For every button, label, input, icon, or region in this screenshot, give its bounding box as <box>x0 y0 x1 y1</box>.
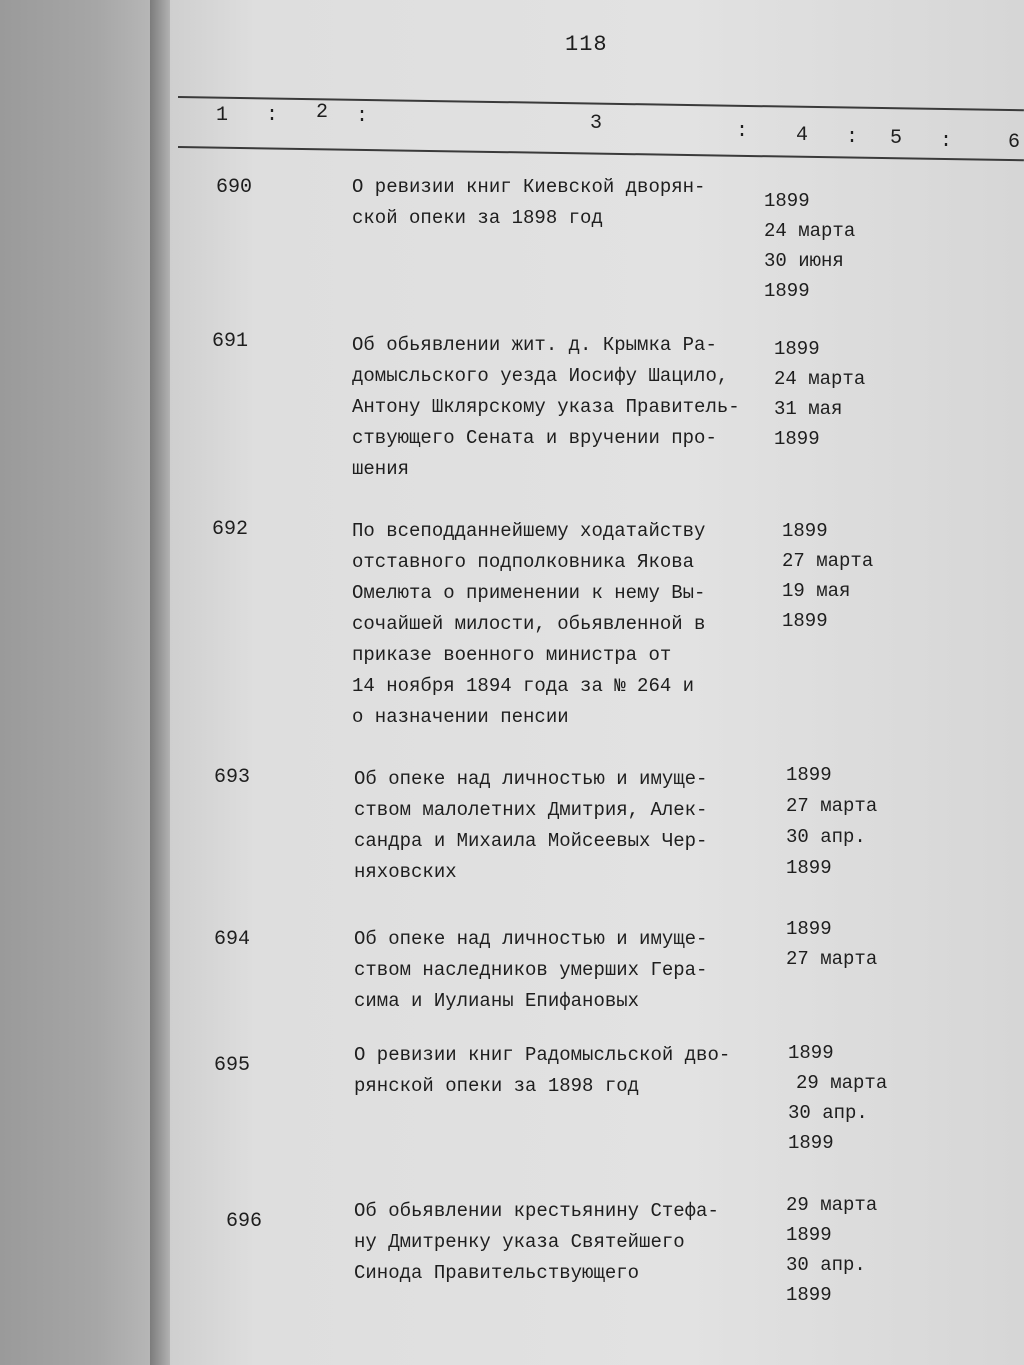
description-line: домысльского уезда Иосифу Шацило, <box>352 365 729 387</box>
page-number: 118 <box>565 32 608 57</box>
description-line: 14 ноября 1894 года за № 264 и <box>352 675 695 697</box>
date-line: 1899 <box>788 1042 834 1064</box>
date-line: 1899 <box>786 918 832 940</box>
column-header-6: 6 <box>1008 131 1021 154</box>
description-line: сочайшей милости, обьявленной в <box>352 613 706 635</box>
date-line: 1899 <box>786 857 832 879</box>
description-line: о назначении пенсии <box>352 706 569 728</box>
description-line: приказе военного министра от <box>352 644 672 666</box>
date-line: 1899 <box>782 610 828 632</box>
entry-number: 692 <box>212 518 249 541</box>
entry-description <box>352 172 772 234</box>
entry-description <box>354 1196 774 1289</box>
date-line: 27 марта <box>786 795 878 817</box>
entry-dates <box>786 760 877 884</box>
date-line: 24 марта <box>764 220 856 242</box>
column-separator: : <box>736 120 749 143</box>
facing-page <box>0 0 160 1365</box>
entry-dates <box>786 1190 877 1310</box>
date-line: 19 мая <box>782 580 851 602</box>
description-line: рянской опеки за 1898 год <box>354 1075 640 1097</box>
date-line: 30 апр. <box>788 1102 868 1124</box>
date-line: 24 марта <box>774 368 866 390</box>
description-line: ством наследников умерших Гера- <box>354 959 708 981</box>
date-line: 1899 <box>782 520 828 542</box>
entry-number: 691 <box>212 330 249 353</box>
column-separator: : <box>356 105 369 128</box>
description-line: О ревизии книг Радомысльской дво- <box>354 1044 731 1066</box>
entry-number: 690 <box>216 176 253 199</box>
entry-number: 694 <box>214 928 251 951</box>
date-line: 1899 <box>764 190 810 212</box>
description-line: ну Дмитренку указа Святейшего <box>354 1231 685 1253</box>
description-line: О ревизии книг Киевской дворян- <box>352 176 706 198</box>
entry-dates <box>786 914 877 974</box>
entry-dates <box>788 1038 887 1158</box>
description-line: сима и Иулианы Епифановых <box>354 990 640 1012</box>
date-line: 1899 <box>774 428 820 450</box>
column-header-4: 4 <box>796 124 809 147</box>
column-header-2: 2 <box>316 101 329 124</box>
date-line: 27 марта <box>782 550 874 572</box>
date-line: 30 апр. <box>786 1254 866 1276</box>
description-line: Омелюта о применении к нему Вы- <box>352 582 706 604</box>
column-separator: : <box>846 126 859 149</box>
entry-description <box>352 330 782 485</box>
column-header-3: 3 <box>590 112 603 135</box>
description-line: Синода Правительствующего <box>354 1262 640 1284</box>
column-header-5: 5 <box>890 127 903 150</box>
date-line: 1899 <box>786 1284 832 1306</box>
entry-number: 696 <box>226 1210 263 1233</box>
date-line: 1899 <box>786 764 832 786</box>
entry-number: 693 <box>214 766 251 789</box>
description-line: По всеподданнейшему ходатайству <box>352 520 706 542</box>
column-header-row <box>0 0 1024 160</box>
date-line: 29 марта <box>786 1194 878 1216</box>
date-line: 1899 <box>774 338 820 360</box>
column-separator: : <box>940 130 953 153</box>
description-line: ской опеки за 1898 год <box>352 207 603 229</box>
date-line: 29 марта <box>796 1072 888 1094</box>
date-line: 27 марта <box>786 948 878 970</box>
entry-dates <box>774 334 865 454</box>
description-line: Об опеке над личностью и имуще- <box>354 928 708 950</box>
entry-number: 695 <box>214 1054 251 1077</box>
date-line: 30 июня <box>764 250 844 272</box>
entry-description <box>352 516 772 733</box>
description-line: ством малолетних Дмитрия, Алек- <box>354 799 708 821</box>
entry-description <box>354 1040 788 1102</box>
description-line: сандра и Михаила Мойсеевых Чер- <box>354 830 708 852</box>
date-line: 1899 <box>764 280 810 302</box>
entry-dates <box>782 516 873 636</box>
date-line: 1899 <box>786 1224 832 1246</box>
date-line: 1899 <box>788 1132 834 1154</box>
description-line: няховских <box>354 861 457 883</box>
description-line: шения <box>352 458 410 480</box>
date-line: 31 мая <box>774 398 843 420</box>
description-line: Антону Шклярскому указа Правитель- <box>352 396 740 418</box>
entry-dates <box>764 186 855 306</box>
description-line: Об обьявлении жит. д. Крымка Ра- <box>352 334 717 356</box>
column-header-1: 1 <box>216 104 229 127</box>
column-separator: : <box>266 104 279 127</box>
entry-description <box>354 764 774 888</box>
date-line: 30 апр. <box>786 826 866 848</box>
description-line: Об обьявлении крестьянину Стефа- <box>354 1200 719 1222</box>
description-line: Об опеке над личностью и имуще- <box>354 768 708 790</box>
entry-description <box>354 924 774 1017</box>
description-line: отставного подполковника Якова <box>352 551 695 573</box>
description-line: ствующего Сената и вручении про- <box>352 427 717 449</box>
